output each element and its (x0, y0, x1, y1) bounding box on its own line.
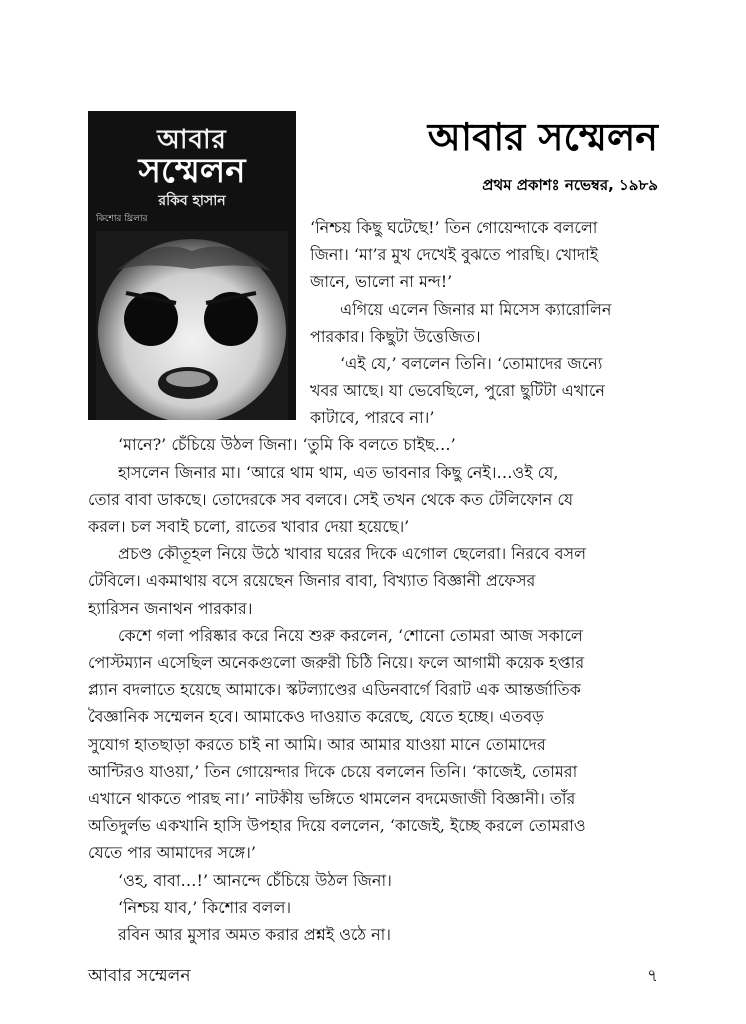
cover-series-label: কিশোর থ্রিলার (96, 214, 148, 224)
body-line: জানে, ভালো না মন্দ!’ (310, 272, 453, 291)
body-line: তোর বাবা ডাকছে। তোদেরকে সব বলবে। সেই তখন থেকে কত টেলিফোন যে (88, 490, 574, 509)
cover-face-illustration (96, 231, 288, 420)
body-line: কাটাবে, পারবে না।’ (310, 408, 435, 427)
body-line: যেতে পার আমাদের সঙ্গে।’ (88, 843, 256, 862)
book-cover-image (88, 111, 296, 420)
body-line: হ্যারিসন জনাথন পারকার। (88, 599, 253, 618)
body-line: ‘নিশ্চয় কিছু ঘটেছে!’ তিন গোয়েন্দাকে বললো (310, 218, 598, 237)
body-line: রবিন আর মুসার অমত করার প্রশ্নই ওঠে না। (118, 925, 391, 944)
body-line: খবর আছে। যা ভেবেছিলে, পুরো ছুটিটা এখানে (310, 381, 605, 400)
chapter-title: আবার সম্মেলন (427, 114, 658, 159)
body-line: সুযোগ হাতছাড়া করতে চাই না আমি। আর আমার যাওয়া মানে তোমাদের (88, 735, 546, 754)
cover-title-line-1: আবার (157, 125, 227, 155)
body-line: ‘মানে?’ চেঁচিয়ে উঠল জিনা। ‘তুমি কি বলতে চাইছ…’ (118, 435, 456, 454)
body-line: কেশে গলা পরিষ্কার করে নিয়ে শুরু করলেন, ‘শোনো তোমরা আজ সকালে (118, 626, 583, 645)
running-title: আবার সম্মেলন (88, 966, 191, 986)
body-line: ‘ওহ, বাবা…!’ আনন্দে চেঁচিয়ে উঠল জিনা। (118, 871, 392, 890)
body-line: প্রচণ্ড কৌতূহল নিয়ে উঠে খাবার ঘরের দিকে এগোল ছেলেরা। নিরবে বসল (118, 544, 587, 563)
body-line: বৈজ্ঞানিক সম্মেলন হবে। আমাকেও দাওয়াত করেছে, যেতে হচ্ছে। এতবড় (88, 707, 544, 726)
cover-title-line-2: সম্মেলন (138, 151, 246, 191)
body-line: আন্টিরও যাওয়া,’ তিন গোয়েন্দার দিকে চেয়ে বললেন তিনি। ‘কাজেই, তোমরা (88, 762, 578, 781)
page-number: ৭ (646, 966, 658, 986)
body-line: এগিয়ে এলেন জিনার মা মিসেস ক্যারোলিন (340, 300, 612, 319)
body-line: ‘নিশ্চয় যাব,’ কিশোর বলল। (118, 898, 292, 917)
body-line: পারকার। কিছুটা উত্তেজিত। (310, 327, 481, 346)
body-line: টেবিলে। একমাথায় বসে রয়েছেন জিনার বাবা, বিখ্যাত বিজ্ঞানী প্রফেসর (88, 571, 536, 590)
body-line: ‘এই যে,’ বললেন তিনি। ‘তোমাদের জন্যে (340, 354, 603, 373)
publication-date: প্রথম প্রকাশঃ নভেম্বর, ১৯৮৯ (482, 176, 658, 194)
body-line: জিনা। ‘মা’র মুখ দেখেই বুঝতে পারছি। খোদাই (310, 245, 599, 264)
body-line: অতিদুর্লভ একখানি হাসি উপহার দিয়ে বললেন, ‘কাজেই, ইচ্ছে করলে তোমরাও (88, 816, 586, 835)
body-line: পোস্টম্যান এসেছিল অনেকগুলো জরুরী চিঠি নিয়ে। ফলে আগামী কয়েক হপ্তার (88, 653, 585, 672)
cover-author: রকিব হাসান (158, 193, 226, 209)
body-line: করল। চল সবাই চলো, রাতের খাবার দেয়া হয়েছে।’ (88, 517, 410, 536)
body-line: হাসলেন জিনার মা। ‘আরে থাম থাম, এত ভাবনার কিছু নেই।…ওই যে, (118, 463, 559, 482)
body-line: প্ল্যান বদলাতে হয়েছে আমাকে। স্কটল্যাণ্ডের এডিনবার্গে বিরাট এক আন্তর্জাতিক (88, 680, 581, 699)
body-line: এখানে থাকতে পারছ না।’ নাটকীয় ভঙ্গিতে থামলেন বদমেজাজী বিজ্ঞানী। তাঁর (88, 789, 576, 808)
